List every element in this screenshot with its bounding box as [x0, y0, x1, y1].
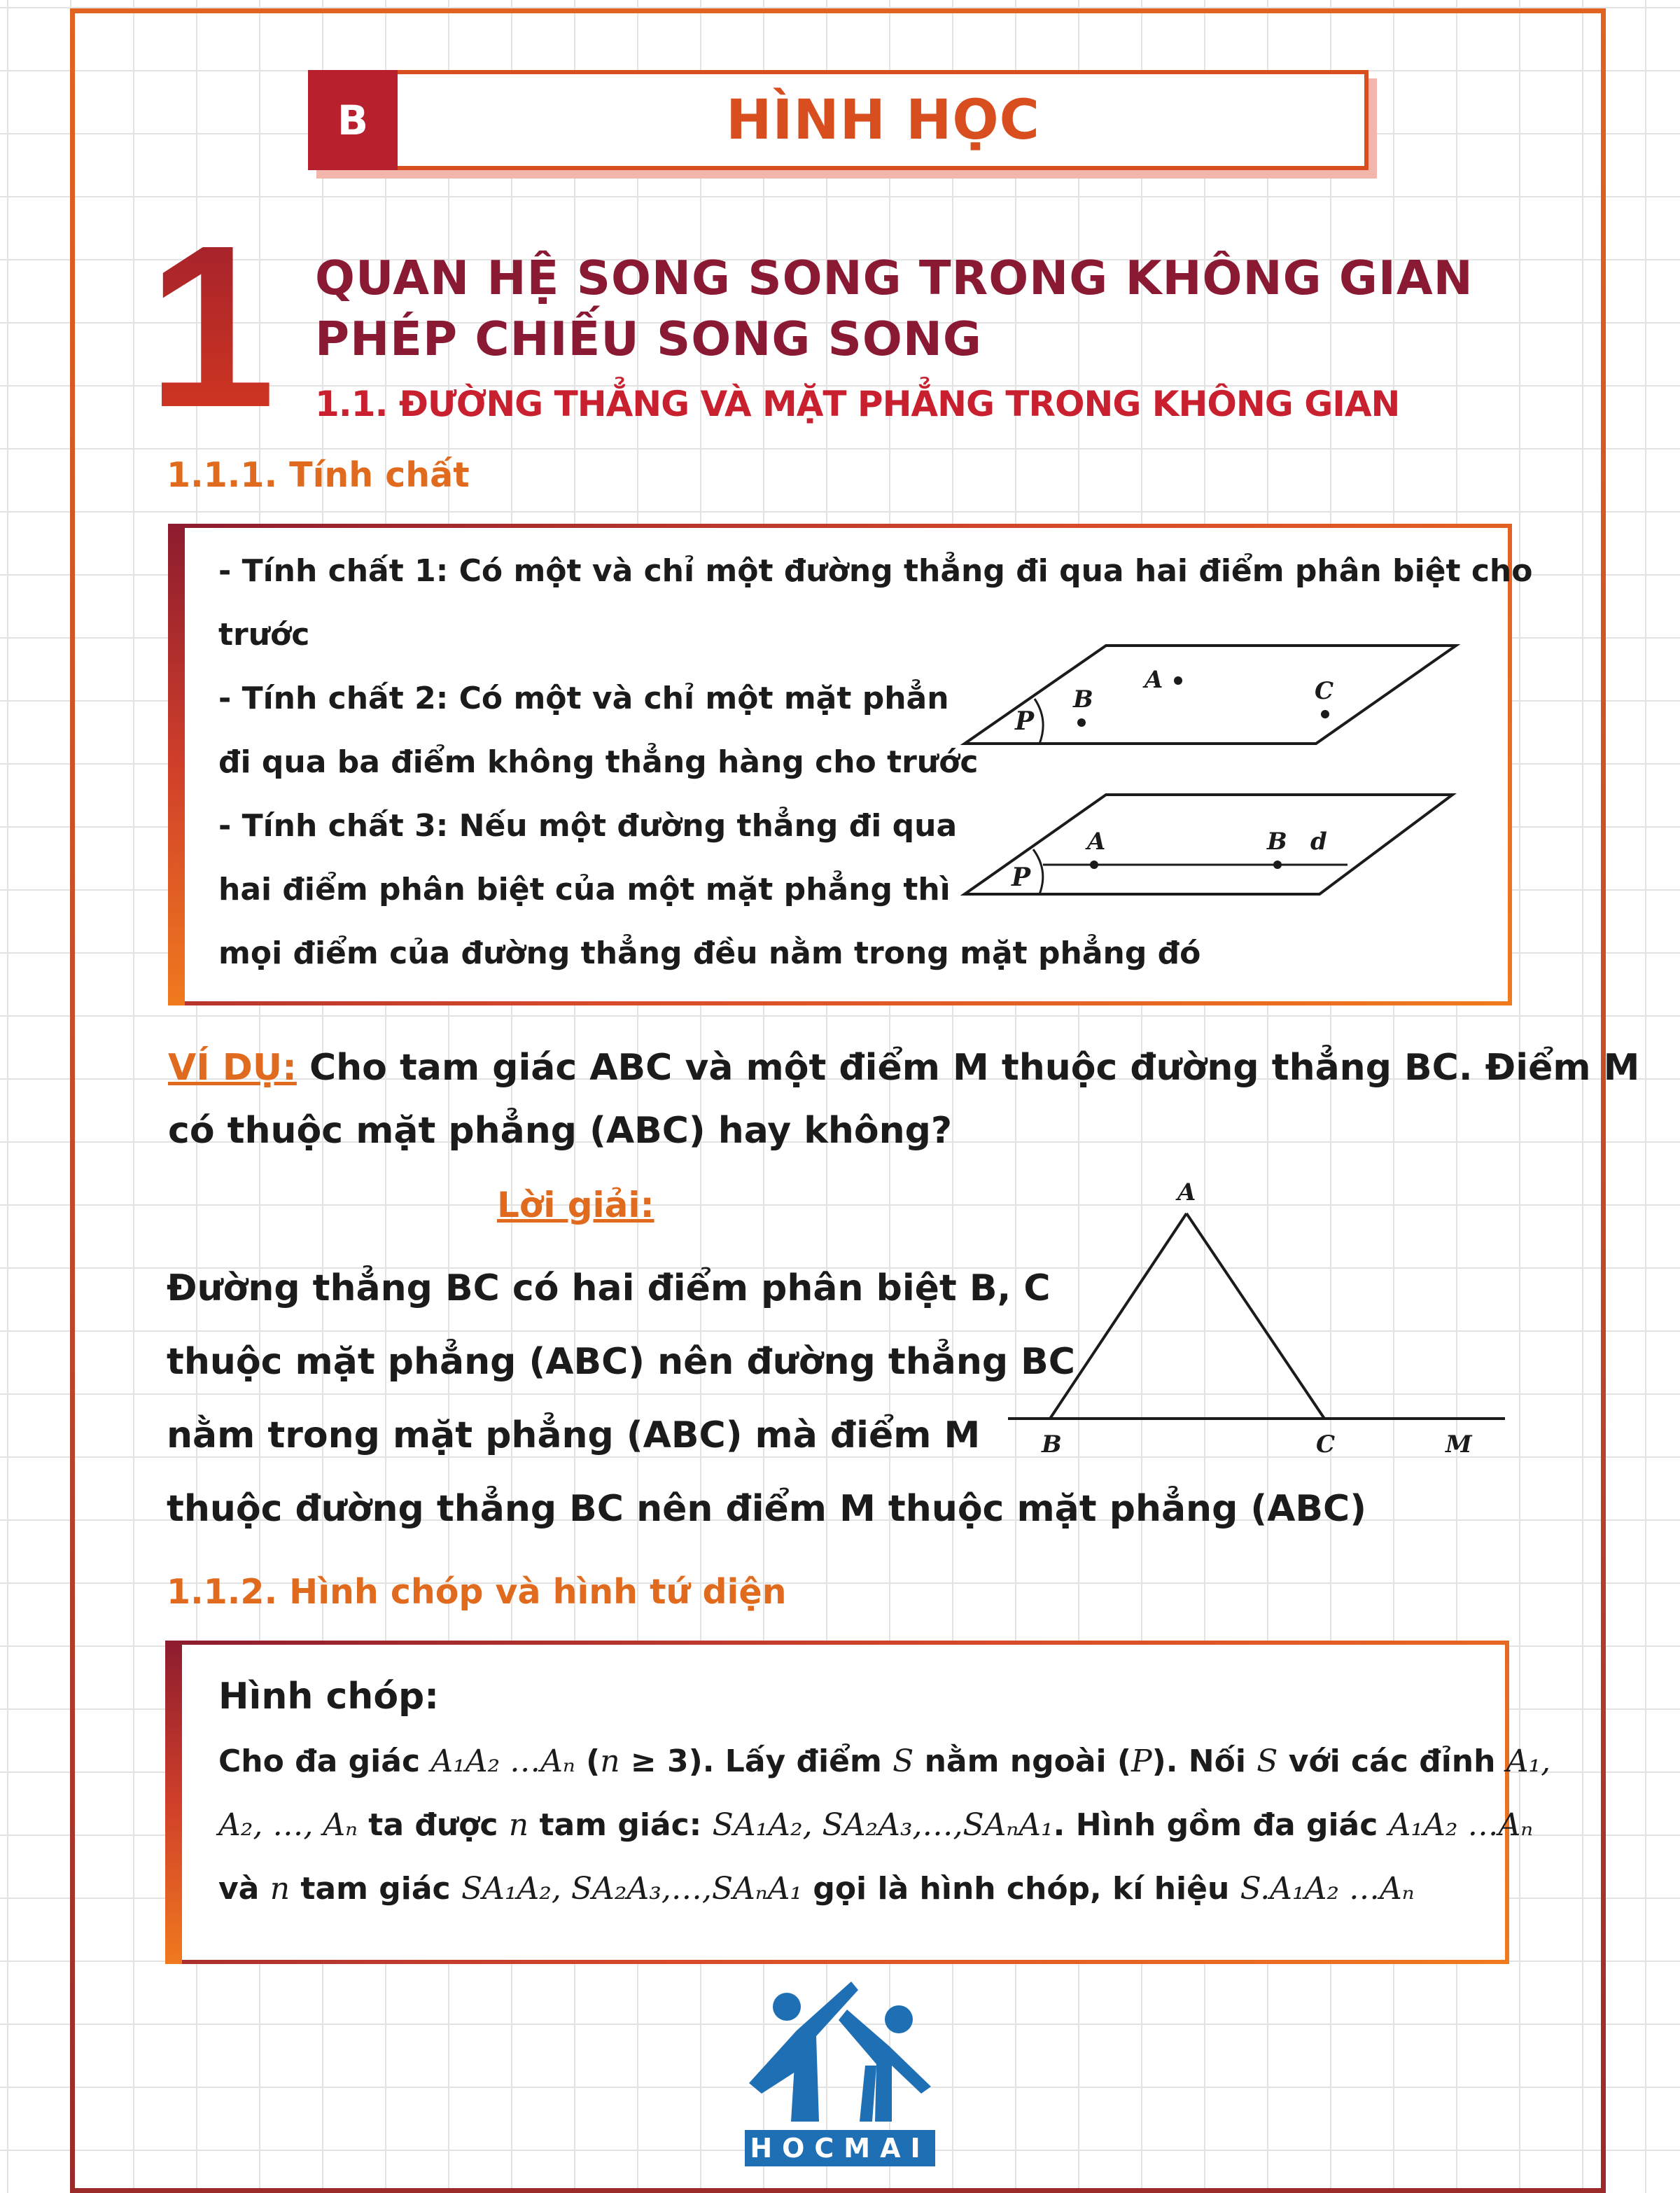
text-run: . Hình gồm đa giác: [1053, 1807, 1389, 1843]
chapter-title-line1: QUAN HỆ SONG SONG TRONG KHÔNG GIAN: [315, 251, 1474, 305]
section-banner: [308, 70, 1368, 170]
vertex-b-label: B: [1042, 1430, 1062, 1458]
point-m-label: M: [1446, 1430, 1472, 1458]
point-a: [1090, 861, 1098, 869]
text-run: (: [575, 1743, 601, 1779]
point-b: [1273, 861, 1282, 869]
math-run: SA₁A₂, SA₂A₃,…,SAₙA₁: [712, 1807, 1054, 1843]
chapter-subtitle: 1.1. ĐƯỜNG THẲNG VÀ MẶT PHẲNG TRONG KHÔNG GIAN: [315, 384, 1400, 424]
logo-leg-right: [860, 2066, 876, 2122]
logo-figure-right: [839, 2010, 931, 2122]
banner-letter: B: [308, 70, 398, 170]
property-line: - Tính chất 3: Nếu một đường thẳng đi qua: [218, 808, 958, 844]
property-line: - Tính chất 2: Có một và chỉ một mặt phẳn: [218, 681, 949, 716]
property-line: đi qua ba điểm không thẳng hàng cho trước: [218, 744, 979, 780]
math-run: A₁A₂ …Aₙ: [430, 1743, 575, 1779]
vertex-c-label: C: [1316, 1430, 1336, 1458]
property-line: mọi điểm của đường thẳng đều nằm trong mặt phẳng đó: [218, 935, 1201, 971]
point-b: [1077, 718, 1086, 727]
triangle-figure: [994, 1169, 1519, 1463]
math-run: A₂, …, Aₙ: [218, 1807, 358, 1843]
chapter-number: [147, 197, 276, 455]
solution-line: nằm trong mặt phẳng (ABC) mà điểm M: [167, 1414, 981, 1456]
point-a-label: A: [1087, 828, 1106, 856]
text-run: Cho đa giác: [218, 1743, 431, 1779]
solution-line: Đường thẳng BC có hai điểm phân biệt B, C: [167, 1267, 1051, 1309]
text-run: với các đỉnh: [1278, 1743, 1506, 1779]
point-b-label: B: [1267, 828, 1287, 856]
example-question-text: Cho tam giác ABC và một điểm M thuộc đường thẳng BC. Điểm M: [296, 1047, 1640, 1089]
text-run: nằm ngoài (: [913, 1743, 1132, 1779]
plane-outline: [965, 795, 1452, 894]
property-line: hai điểm phân biệt của một mặt phẳng thì: [218, 872, 951, 907]
side-ab: [1050, 1213, 1186, 1419]
text-run: tam giác: [290, 1871, 461, 1907]
pyramid-definition-line3: [218, 1871, 1415, 1907]
math-run: n: [600, 1743, 620, 1779]
text-run: ≥ 3). Lấy điểm: [620, 1743, 893, 1779]
property-line: trước: [218, 617, 310, 653]
solution-line: thuộc đường thẳng BC nên điểm M thuộc mặt phẳng (ABC): [167, 1488, 1366, 1530]
example-label: VÍ DỤ:: [168, 1047, 297, 1089]
point-a-label: A: [1144, 666, 1163, 694]
math-run: A₁,: [1506, 1743, 1551, 1779]
pyramid-box-title: Hình chóp:: [218, 1676, 440, 1718]
logo-head-right: [885, 2005, 913, 2033]
math-run: A₁A₂ …Aₙ: [1388, 1807, 1534, 1843]
point-c-label: C: [1315, 677, 1334, 705]
math-run: n: [508, 1807, 529, 1843]
plane-outline: [965, 646, 1456, 744]
property-line: - Tính chất 1: Có một và chỉ một đường thẳng đi qua hai điểm phân biệt cho: [218, 553, 1533, 589]
line-d-label: d: [1310, 828, 1327, 856]
section-title-properties: 1.1.1. Tính chất: [167, 455, 470, 495]
pyramid-definition-line1: [218, 1743, 1550, 1779]
chapter-number-text: 1: [147, 197, 276, 455]
math-run: S: [1256, 1743, 1278, 1779]
text-run: ta được: [357, 1807, 509, 1843]
example-question-line1: [168, 1047, 1639, 1089]
math-run: SA₁A₂, SA₂A₃,…,SAₙA₁: [461, 1871, 802, 1907]
plane-angle-arc: [1033, 849, 1043, 894]
section-title-pyramid: 1.1.2. Hình chóp và hình tứ diện: [167, 1572, 787, 1612]
logo-head-left: [773, 1993, 801, 2021]
vertex-a-label: A: [1177, 1178, 1196, 1206]
plane-label: P: [1015, 706, 1035, 736]
pyramid-definition-line2: [218, 1807, 1533, 1843]
math-run: S.A₁A₂ …Aₙ: [1240, 1871, 1415, 1907]
math-run: n: [270, 1871, 290, 1907]
point-a: [1174, 676, 1182, 685]
logo-figures: [749, 1982, 931, 2122]
plane-three-points-figure: [959, 637, 1463, 749]
text-run: ). Nối: [1152, 1743, 1257, 1779]
math-run: P: [1131, 1743, 1152, 1779]
text-run: và: [218, 1871, 270, 1907]
plane-label: P: [1011, 863, 1031, 892]
text-run: gọi là hình chóp, kí hiệu: [802, 1871, 1240, 1907]
text-run: tam giác:: [528, 1807, 713, 1843]
chapter-title-line2: PHÉP CHIẾU SONG SONG: [315, 312, 982, 366]
point-c: [1321, 710, 1329, 718]
side-ac: [1186, 1213, 1324, 1419]
point-b-label: B: [1073, 685, 1093, 713]
math-run: S: [892, 1743, 914, 1779]
box-accent-bar: [165, 1641, 182, 1964]
solution-line: thuộc mặt phẳng (ABC) nên đường thẳng BC: [167, 1341, 1075, 1383]
plane-angle-arc: [1035, 699, 1043, 744]
box-accent-bar: [168, 524, 185, 1005]
example-question-line2: có thuộc mặt phẳng (ABC) hay không?: [168, 1110, 953, 1152]
logo-text: HOCMAI: [745, 2130, 935, 2166]
line-in-plane-figure: [959, 788, 1463, 900]
solution-label: Lời giải:: [497, 1185, 654, 1225]
banner-title: HÌNH HỌC: [726, 88, 1040, 152]
